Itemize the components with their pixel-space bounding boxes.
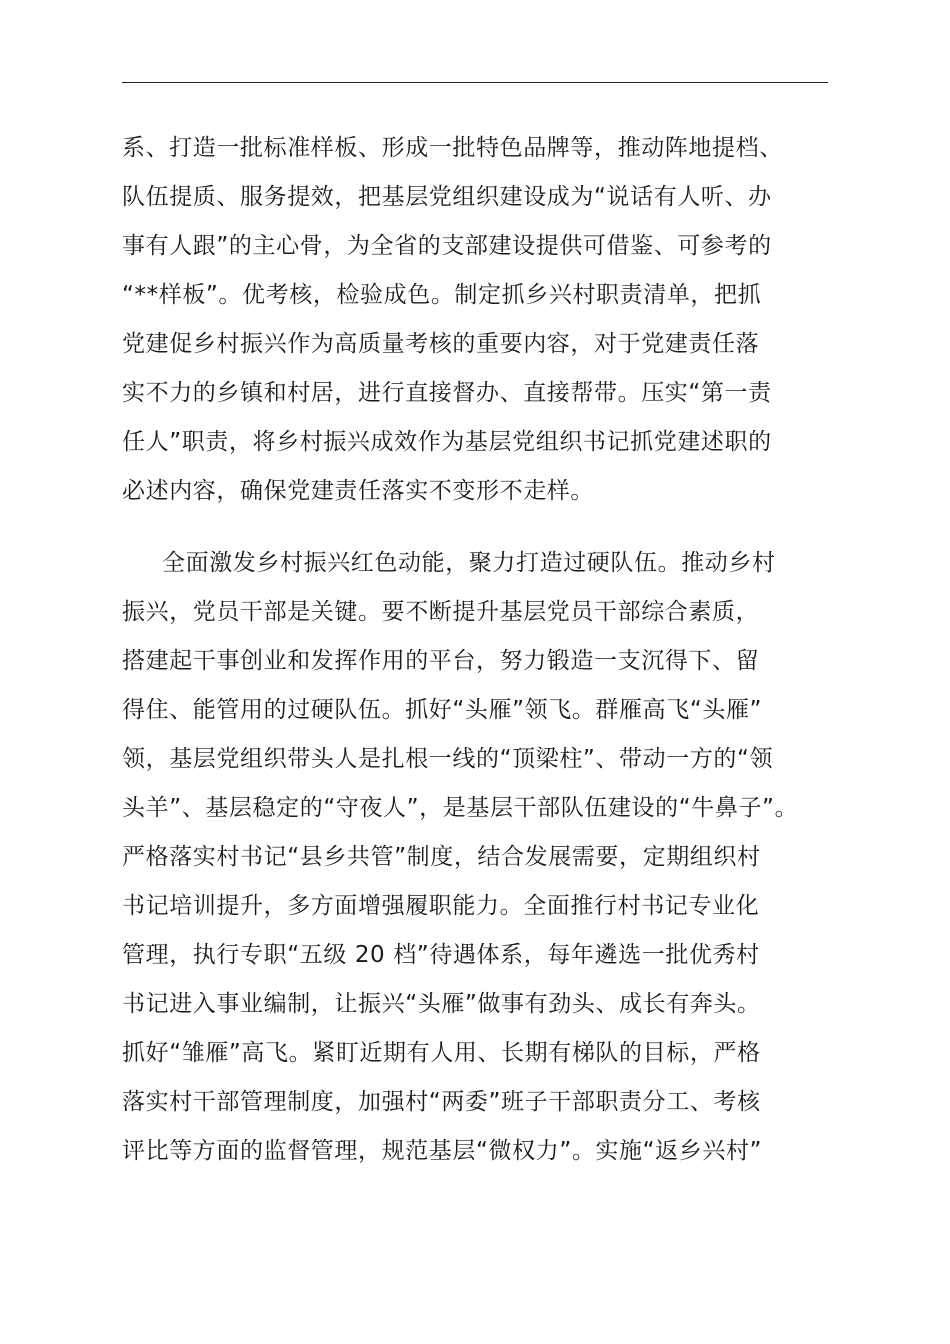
text-line: 得住、能管用的过硬队伍。抓好“头雁”领飞。群雁高飞“头雁”: [122, 697, 763, 723]
text-line: 振兴，党员干部是关键。要不断提升基层党员干部综合素质，: [122, 599, 760, 625]
text-line: 必述内容，确保党建责任落实不变形不走样。: [122, 478, 594, 504]
text-line: 党建促乡村振兴作为高质量考核的重要内容，对于党建责任落: [122, 331, 760, 357]
paragraph-1: [122, 124, 834, 516]
text-line: 实不力的乡镇和村居，进行直接督办、直接帮带。压实“第一责: [122, 380, 772, 406]
text-line: 抓好“雏雁”高飞。紧盯近期有人用、长期有梯队的目标，严格: [122, 1040, 761, 1066]
text-line: 落实村干部管理制度，加强村“两委”班子干部职责分工、考核: [122, 1089, 761, 1115]
text-line: 全面激发乡村振兴红色动能，聚力打造过硬队伍。推动乡村: [162, 550, 776, 576]
text-line: “**样板”。优考核，检验成色。制定抓乡兴村职责清单，把抓: [122, 282, 762, 308]
text-line: 管理，执行专职“五级 20 档”待遇体系，每年遴选一批优秀村: [122, 942, 760, 968]
text-line: 评比等方面的监督管理，规范基层“微权力”。实施“返乡兴村”: [122, 1138, 763, 1164]
text-line: 严格落实村书记“县乡共管”制度，结合发展需要，定期组织村: [122, 844, 761, 870]
text-line: 书记进入事业编制，让振兴“头雁”做事有劲头、成长有奔头。: [122, 991, 761, 1017]
text-line: 搭建起干事创业和发挥作用的平台，努力锻造一支沉得下、留: [122, 648, 760, 674]
text-line: 事有人跟”的主心骨，为全省的支部建设提供可借鉴、可参考的: [122, 233, 772, 259]
text-line: 系、打造一批标准样板、形成一批特色品牌等，推动阵地提档、: [122, 135, 783, 161]
text-line: 头羊”、基层稳定的“守夜人”，是基层干部队伍建设的“牛鼻子”。: [122, 795, 799, 821]
text-line: 任人”职责，将乡村振兴成效作为基层党组织书记抓党建述职的: [122, 429, 772, 455]
text-line: 领，基层党组织带头人是扎根一线的“顶梁柱”、带动一方的“领: [122, 746, 774, 772]
header-rule: [122, 82, 828, 83]
paragraph-2: [122, 539, 834, 1176]
text-line: 队伍提质、服务提效，把基层党组织建设成为“说话有人听、办: [122, 184, 772, 210]
text-line: 书记培训提升，多方面增强履职能力。全面推行村书记专业化: [122, 893, 760, 919]
